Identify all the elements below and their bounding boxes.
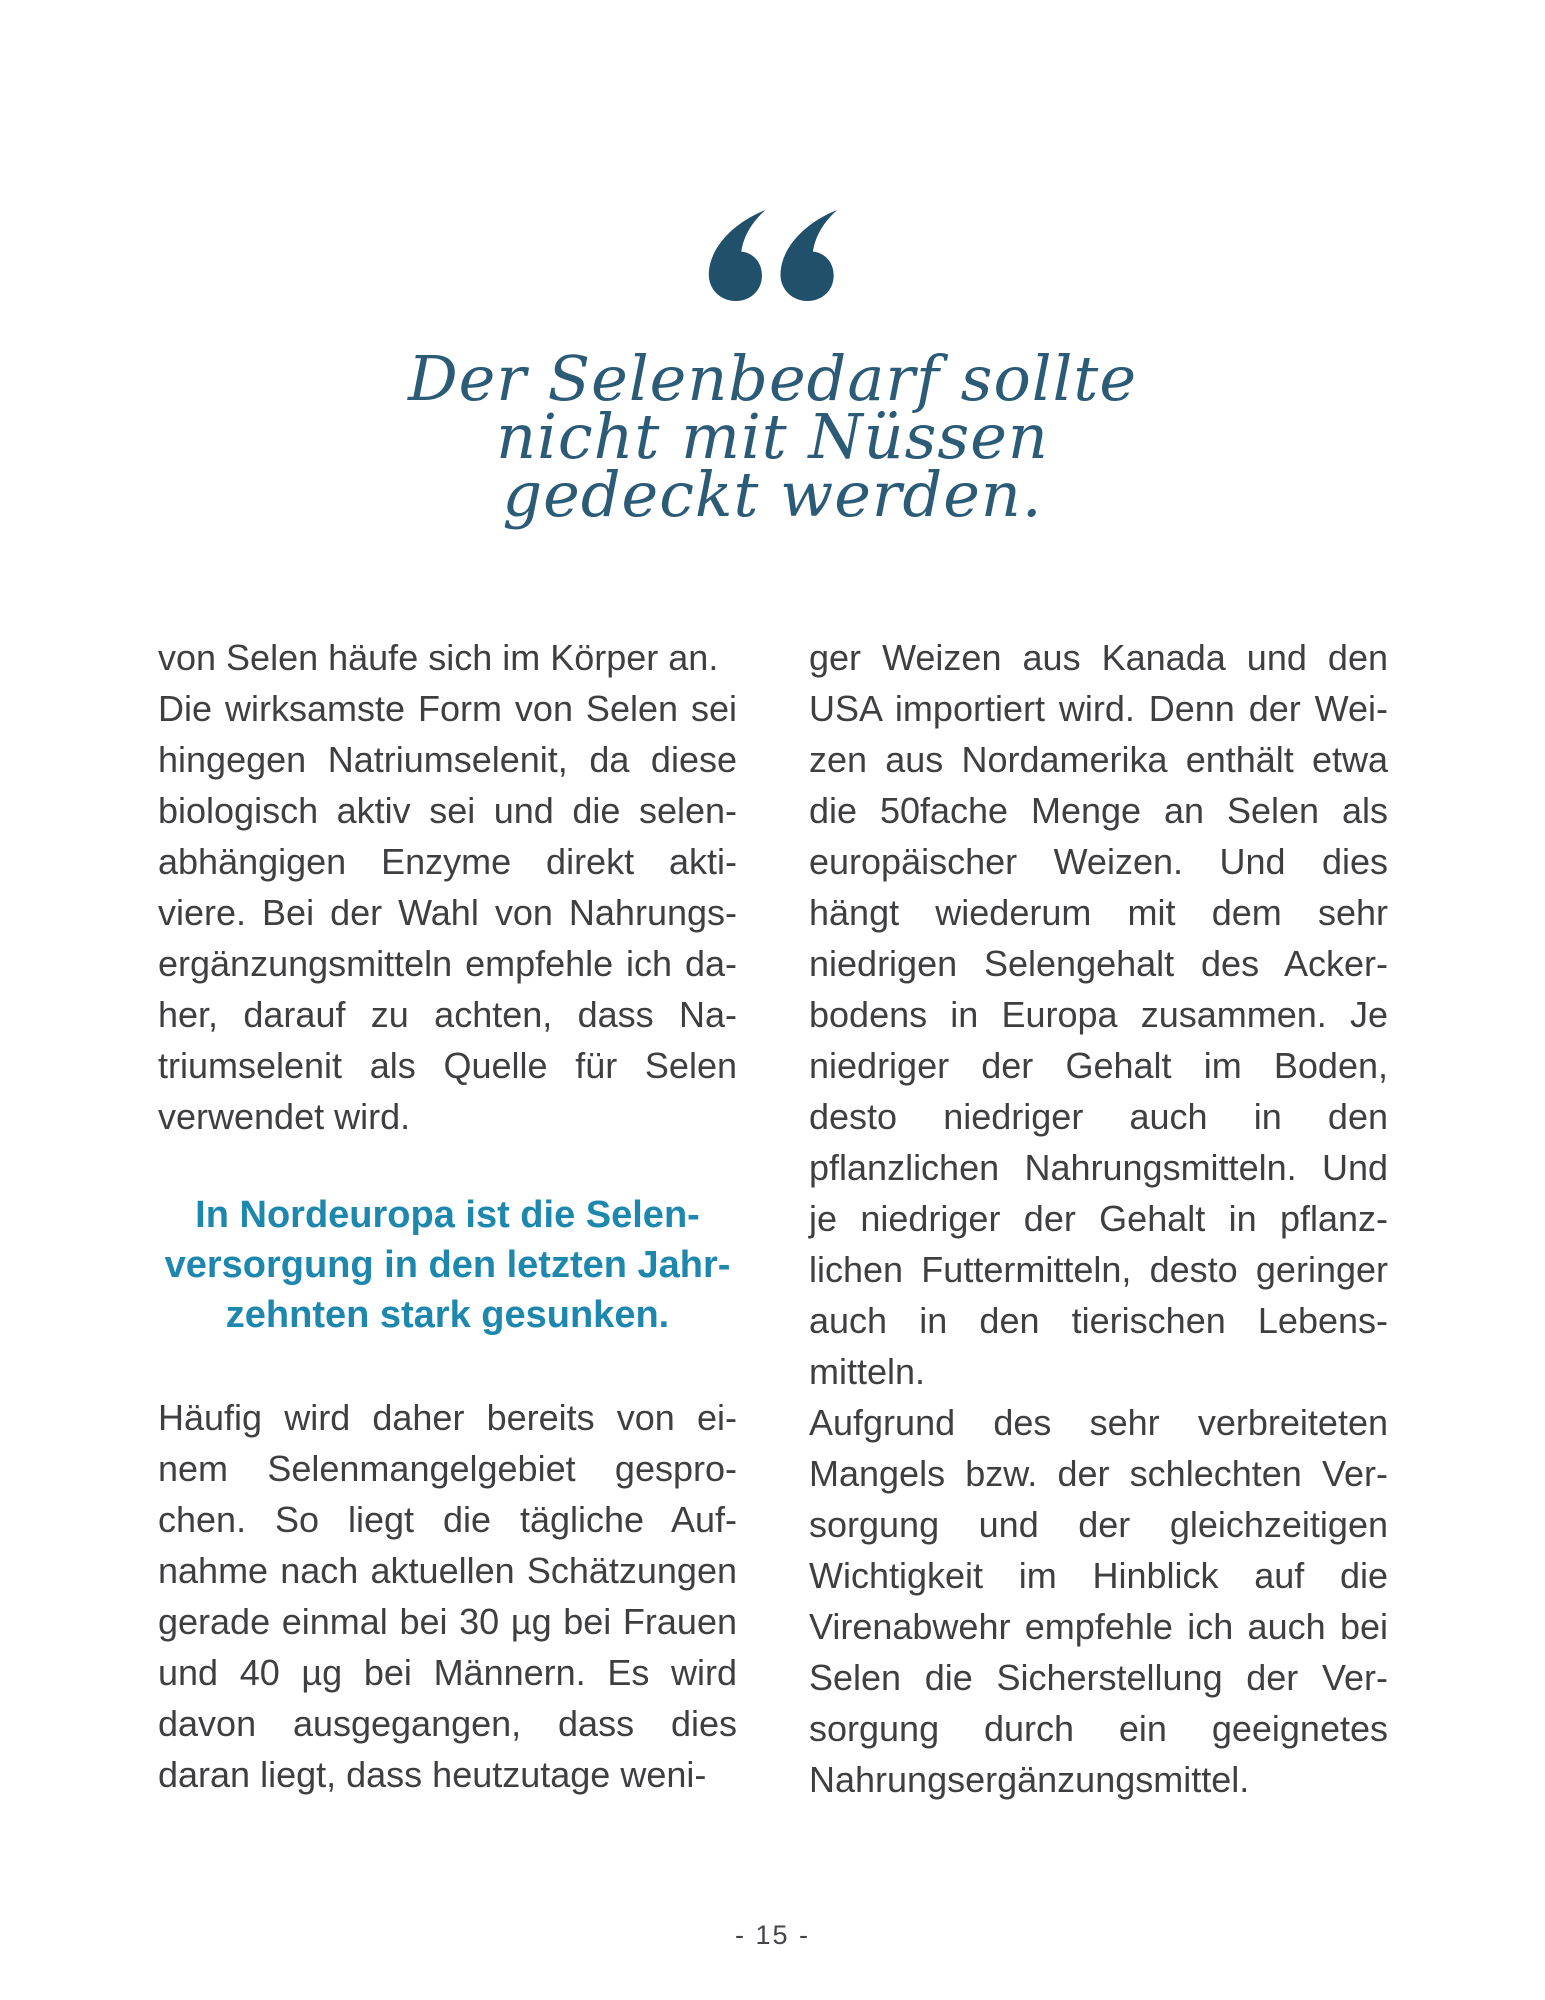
text-line: pflanzlichen Nahrungsmitteln. Und bbox=[809, 1147, 1388, 1188]
text-line: verwendet wird. bbox=[158, 1096, 411, 1137]
highlight-line: zehnten stark gesunken. bbox=[225, 1294, 670, 1336]
text-line: bodens in Europa zusammen. Je bbox=[809, 994, 1388, 1035]
text-line: Virenabwehr empfehle ich auch bei bbox=[809, 1606, 1388, 1647]
paragraph bbox=[158, 1392, 737, 1800]
text-line: chen. So liegt die tägliche Auf- bbox=[158, 1499, 737, 1540]
text-line: her, darauf zu achten, dass Na- bbox=[158, 994, 737, 1035]
pull-quote-line: nicht mit Nüssen bbox=[496, 400, 1049, 473]
text-line: daran liegt, dass heutzutage weni- bbox=[158, 1754, 707, 1795]
highlight-note bbox=[158, 1190, 737, 1340]
text-line: USA importiert wird. Denn der Wei- bbox=[809, 688, 1388, 729]
right-column bbox=[809, 632, 1388, 1805]
text-line: Häufig wird daher bereits von ei- bbox=[158, 1397, 737, 1438]
highlight-line: versorgung in den letzten Jahr- bbox=[164, 1244, 731, 1286]
highlight-line: In Nordeuropa ist die Selen- bbox=[195, 1194, 700, 1236]
text-line: nahme nach aktuellen Schätzungen bbox=[158, 1550, 737, 1591]
pull-quote-line: Der Selenbedarf sollte bbox=[407, 342, 1138, 415]
text-line: auch in den tierischen Lebens- bbox=[809, 1300, 1388, 1341]
text-line: Nahrungsergänzungsmittel. bbox=[809, 1759, 1250, 1800]
text-line: viere. Bei der Wahl von Nahrungs- bbox=[158, 892, 737, 933]
text-line: ger Weizen aus Kanada und den bbox=[809, 637, 1388, 678]
text-line: ergänzungsmitteln empfehle ich da- bbox=[158, 943, 737, 984]
paragraph bbox=[809, 632, 1388, 1397]
text-line: nem Selenmangelgebiet gespro- bbox=[158, 1448, 737, 1489]
opening-double-quote-icon bbox=[706, 210, 840, 301]
text-line: Die wirksamste Form von Selen sei bbox=[158, 688, 737, 729]
text-line: Selen die Sicherstellung der Ver- bbox=[809, 1657, 1388, 1698]
paragraph bbox=[809, 1397, 1388, 1805]
text-line: gerade einmal bei 30 µg bei Frauen bbox=[158, 1601, 737, 1642]
text-line: Mangels bzw. der schlechten Ver- bbox=[809, 1453, 1388, 1494]
text-line: zen aus Nordamerika enthält etwa bbox=[809, 739, 1388, 780]
text-line: biologisch aktiv sei und die selen- bbox=[158, 790, 737, 831]
text-line: sorgung und der gleichzeitigen bbox=[809, 1504, 1388, 1545]
text-line: Wichtigkeit im Hinblick auf die bbox=[809, 1555, 1388, 1596]
text-line: sorgung durch ein geeignetes bbox=[809, 1708, 1388, 1749]
left-column bbox=[158, 632, 737, 1805]
text-line: hängt wiederum mit dem sehr bbox=[809, 892, 1388, 933]
text-line: je niedriger der Gehalt in pflanz- bbox=[809, 1198, 1388, 1239]
text-line: triumselenit als Quelle für Selen bbox=[158, 1045, 737, 1086]
text-line: und 40 µg bei Männern. Es wird bbox=[158, 1652, 737, 1693]
pull-quote-line: gedeckt werden. bbox=[502, 458, 1043, 531]
page-number: - 15 - bbox=[734, 1920, 811, 1950]
text-line: Aufgrund des sehr verbreiteten bbox=[809, 1402, 1388, 1443]
pull-quote-icon-area bbox=[0, 210, 1545, 301]
text-line: davon ausgegangen, dass dies bbox=[158, 1703, 737, 1744]
text-line: mitteln. bbox=[809, 1351, 926, 1392]
text-line: abhängigen Enzyme direkt akti- bbox=[158, 841, 737, 882]
paragraph bbox=[158, 683, 737, 1142]
text-line: niedriger der Gehalt im Boden, bbox=[809, 1045, 1388, 1086]
text-line: niedrigen Selengehalt des Acker- bbox=[809, 943, 1388, 984]
body-columns bbox=[158, 632, 1388, 1805]
text-line: hingegen Natriumselenit, da diese bbox=[158, 739, 737, 780]
pull-quote bbox=[0, 342, 1545, 531]
paragraph-intro bbox=[158, 632, 737, 683]
text-line: lichen Futtermitteln, desto geringer bbox=[809, 1249, 1388, 1290]
text-line: von Selen häufe sich im Körper an. bbox=[158, 637, 719, 678]
text-line: europäischer Weizen. Und dies bbox=[809, 841, 1388, 882]
text-line: desto niedriger auch in den bbox=[809, 1096, 1388, 1137]
text-line: die 50fache Menge an Selen als bbox=[809, 790, 1388, 831]
